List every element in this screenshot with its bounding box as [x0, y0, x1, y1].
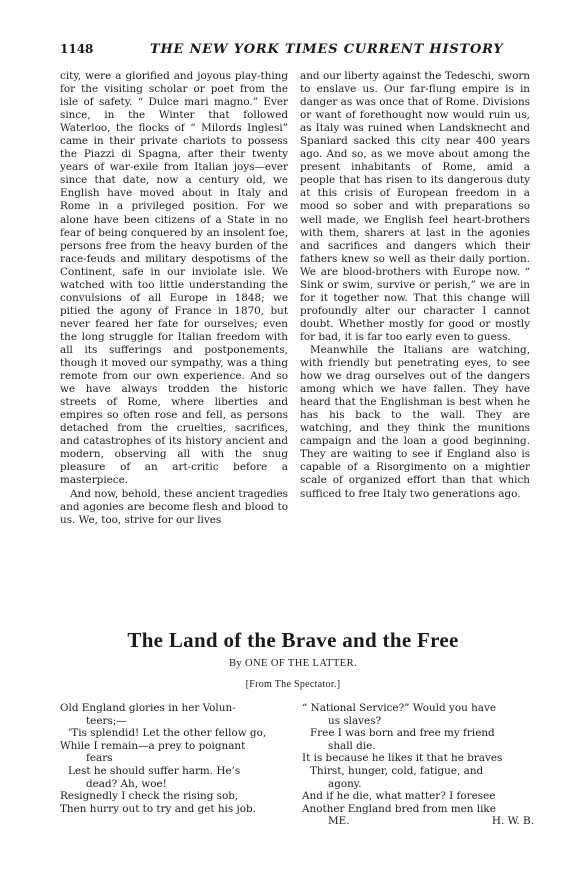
- poem-line-text: us slaves?: [328, 714, 382, 727]
- poem-line-text: ME.: [328, 815, 350, 828]
- poem-line-text: ’Tis splendid! Let the other fellow go,: [68, 727, 267, 740]
- poem-line-text: It is because he likes it that he braves: [302, 752, 503, 765]
- poem-line-text: agony.: [328, 777, 362, 790]
- poem-line: [60, 727, 292, 740]
- poem-line: [60, 752, 292, 765]
- poem-line: [60, 790, 292, 803]
- poem-line: [60, 803, 292, 816]
- poem-line-text: Thirst, hunger, cold, fatigue, and: [310, 764, 484, 777]
- poem-line: [302, 778, 534, 791]
- poem-line-text: Resignedly I check the rising sob,: [60, 790, 239, 803]
- poem-line-text: While I remain—a prey to poignant: [60, 739, 246, 752]
- poem-source: [From The Spectator.]: [245, 679, 341, 690]
- article-column-left: [60, 70, 288, 527]
- poem-line: [302, 790, 534, 803]
- poem-line-text: Old England glories in her Volun-: [60, 702, 236, 714]
- poem-line-text: Another England bred from men like: [302, 802, 496, 815]
- poem-line-text: shall die.: [328, 739, 376, 752]
- paragraph: And now, behold, these ancient tragedies and agonies are become flesh and blood to us. We, too, strive for our lives: [60, 487, 288, 526]
- poem-line-text: Free I was born and free my friend: [310, 727, 495, 740]
- poem-line: [302, 740, 534, 753]
- article-column-right: [300, 70, 530, 501]
- poem-line: [302, 765, 534, 778]
- poem-column-right: [302, 702, 534, 828]
- poem-line-text: Lest he should suffer harm. He’s: [68, 764, 241, 777]
- poem-line: [302, 727, 534, 740]
- poem-line: [302, 752, 534, 765]
- poem-line: [302, 815, 534, 828]
- page-header: [60, 42, 530, 62]
- poem-title: The Land of the Brave and the Free: [127, 628, 459, 652]
- poem-line: [60, 740, 292, 753]
- poem-line: [302, 715, 534, 728]
- poem-signature: H. W. B.: [491, 815, 534, 828]
- poem-column-left: [60, 702, 292, 815]
- poem-line-text: “ National Service?” Would you have: [302, 702, 496, 714]
- poem-line-text: teers;—: [86, 714, 127, 727]
- poem-line: [302, 803, 534, 816]
- running-title: THE NEW YORK TIMES CURRENT HISTORY: [150, 42, 504, 57]
- poem-line: [60, 778, 292, 791]
- poem-line-text: fears: [86, 752, 113, 765]
- poem-byline: By ONE OF THE LATTER.: [228, 658, 358, 669]
- paragraph: and our liberty against the Tedeschi, sworn to enslave us. Our far-flung empire is in danger as was once that of Rome. Divisions or want of forethought now would ruin us, as Italy was ruined when Landsknecht and Spaniard sacked this city near 400 years ago. And so, as we move about among the present inhabitants of Rome, amid a people that has risen to its dangerous duty at this crisis of European freedom in a mood so sober and with preparations so well made, we English feel heart-brothers with them, sharers at last in the agonies and sacrifices and dangers which their fathers knew so well as their daily portion. We are blood-brothers with Europe now. “ Sink or swim, survive or perish,” we are in for it together now. That this change will profoundly alter our character I cannot doubt. Whether mostly for good or mostly for bad, it is far too early even to guess.: [300, 70, 530, 343]
- poem-line: [60, 702, 292, 715]
- poem-line: [60, 715, 292, 728]
- poem-line-text: dead? Ah, woe!: [86, 777, 167, 790]
- paragraph: Meanwhile the Italians are watching, with friendly but penetrating eyes, to see how we drag ourselves out of the dangers among which we have fallen. They have heard that the Englishman is best when he has his back to the wall. They are watching, and they think the munitions campaign and the loan a good beginning. They are waiting to see if England also is capable of a Risorgimento on a mightier scale of organized effort than that which sufficed to free Italy two generations ago.: [300, 343, 530, 500]
- poem-line-text: And if he die, what matter? I foresee: [302, 790, 496, 803]
- paragraph: city, were a glorified and joyous play-thing for the visiting scholar or poet from the isle of safety. “ Dulce mari magno.” Ever since, in the Winter that followed Waterloo, the flocks of “ Milords Inglesi” came in their private chariots to possess the Piazzi di Spagna, after their twenty years of war-exile from Italian joys—ever since that date, now a century old, we English have moved about in Italy and Rome in a privileged position. For we alone have been citizens of a State in no fear of being conquered by an insolent foe, persons free from the heavy burden of the race-feuds and military despotisms of the Continent, safe in our inviolate isle. We watched with too little understanding the convulsions of all Europe in 1848; we pitied the agony of France in 1870, but never feared her fate for ourselves; even the long struggle for Italian freedom with all its sufferings and postponements, though it moved our sympathy, was a thing remote from our own experience. And so we have always trodden the historic streets of Rome, where liberties and empires so often rose and fell, as persons detached from the cruelties, sacrifices, and catastrophes of its history ancient and modern, observing all with the snug pleasure of an art-critic before a masterpiece.: [60, 70, 288, 487]
- poem-line: [302, 702, 534, 715]
- poem-line: [60, 765, 292, 778]
- poem-line-text: Then hurry out to try and get his job.: [60, 802, 256, 815]
- page-number: 1148: [60, 42, 94, 56]
